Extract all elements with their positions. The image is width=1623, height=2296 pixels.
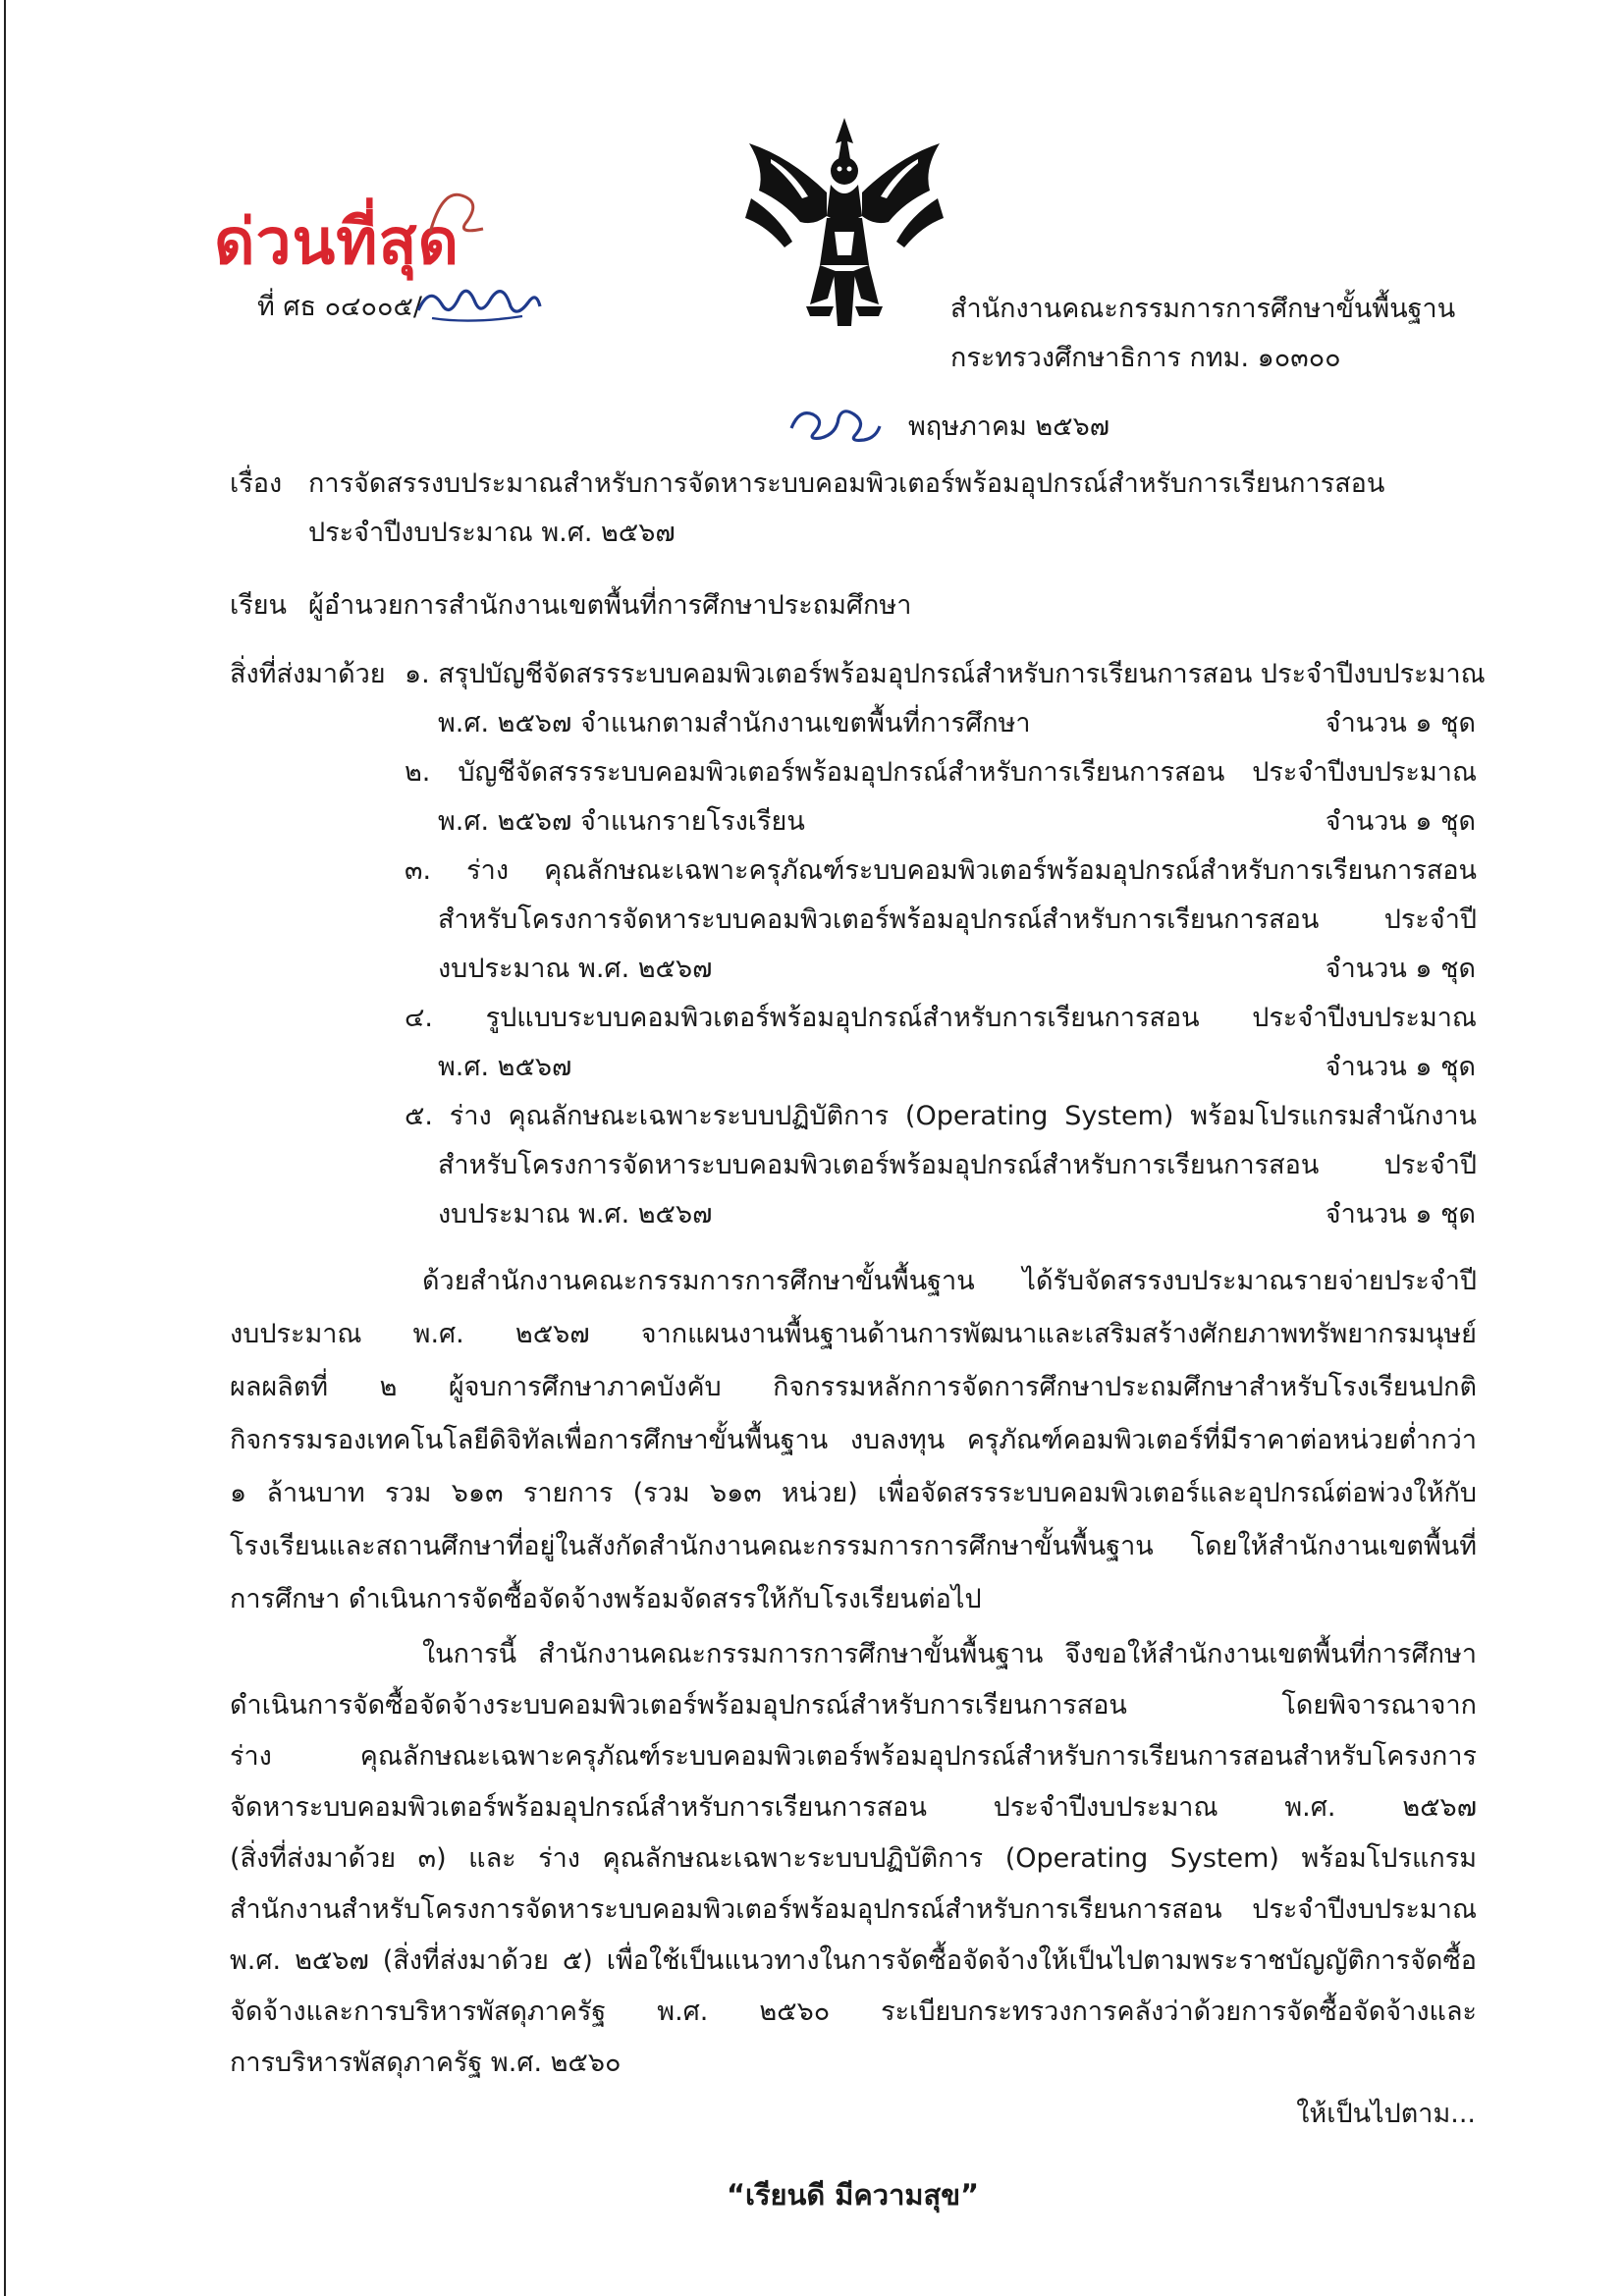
enclosure-item-3-line-3: งบประมาณ พ.ศ. ๒๕๖๗ [438,954,713,984]
garuda-emblem-icon [731,108,957,334]
enclosure-item-1-amount: จำนวน ๑ ชุด [1325,708,1476,738]
enclosure-item-5-line-1: ๕. ร่าง คุณลักษณะเฉพาะระบบปฏิบัติการ (Operating System) พร้อมโปรแกรมสำนักงาน [405,1101,1477,1131]
paragraph-2-line-6: สำนักงานสำหรับโครงการจัดหาระบบคอมพิวเตอร์พร้อมอุปกรณ์สำหรับการเรียนการสอน ประจำปีงบประมาณ [230,1894,1477,1925]
paragraph-1-line-7: การศึกษา ดำเนินการจัดซื้อจัดจ้างพร้อมจัดสรรให้กับโรงเรียนต่อไป [230,1584,982,1614]
enclosure-item-3-line-1: ๓. ร่าง คุณลักษณะเฉพาะครุภัณฑ์ระบบคอมพิวเตอร์พร้อมอุปกรณ์สำหรับการเรียนการสอน [405,855,1477,886]
sender-organization: สำนักงานคณะกรรมการการศึกษาขั้นพื้นฐาน [950,294,1456,324]
reference-handwritten-number [412,277,545,326]
paragraph-2-line-3: ร่าง คุณลักษณะเฉพาะครุภัณฑ์ระบบคอมพิวเตอร์พร้อมอุปกรณ์สำหรับการเรียนการสอนสำหรับโครงการ [230,1741,1477,1772]
enclosures-label: สิ่งที่ส่งมาด้วย [230,659,386,689]
subject-line-2: ประจำปีงบประมาณ พ.ศ. ๒๕๖๗ [308,518,676,548]
continuation-text: ให้เป็นไปตาม... [1296,2099,1476,2129]
paragraph-1-line-4: กิจกรรมรองเทคโนโลยีดิจิทัลเพื่อการศึกษาขั้นพื้นฐาน งบลงทุน ครุภัณฑ์คอมพิวเตอร์ที่มีราคาต่อหน่วยต่ำกว่า [230,1425,1477,1455]
motto: “เรียนดี มีความสุข” [727,2178,980,2212]
date-month-year: พฤษภาคม ๒๕๖๗ [908,411,1110,442]
recipient-text: ผู้อำนวยการสำนักงานเขตพื้นที่การศึกษาประถมศึกษา [308,590,912,621]
page-edge-line [4,0,6,2296]
enclosure-item-5-line-2: สำหรับโครงการจัดหาระบบคอมพิวเตอร์พร้อมอุปกรณ์สำหรับการเรียนการสอน ประจำปี [438,1150,1477,1180]
enclosure-item-3-amount: จำนวน ๑ ชุด [1325,954,1476,984]
paragraph-1-line-2: งบประมาณ พ.ศ. ๒๕๖๗ จากแผนงานพื้นฐานด้านการพัฒนาและเสริมสร้างศักยภาพทรัพยากรมนุษย์ [230,1319,1477,1349]
paragraph-2-line-5: (สิ่งที่ส่งมาด้วย ๓) และ ร่าง คุณลักษณะเฉพาะระบบปฏิบัติการ (Operating System) พร้อมโปรแกรม [230,1843,1477,1874]
enclosure-item-3-line-2: สำหรับโครงการจัดหาระบบคอมพิวเตอร์พร้อมอุปกรณ์สำหรับการเรียนการสอน ประจำปี [438,904,1477,935]
paragraph-2-line-7: พ.ศ. ๒๕๖๗ (สิ่งที่ส่งมาด้วย ๕) เพื่อใช้เป็นแนวทางในการจัดซื้อจัดจ้างให้เป็นไปตามพระราชบัญญัติการจัดซื้อ [230,1945,1477,1976]
paragraph-2-line-2: ดำเนินการจัดซื้อจัดจ้างระบบคอมพิวเตอร์พร้อมอุปกรณ์สำหรับการเรียนการสอน โดยพิจารณาจาก [230,1690,1477,1721]
date-handwritten-day [785,403,884,444]
enclosure-item-5-line-3: งบประมาณ พ.ศ. ๒๕๖๗ [438,1199,713,1230]
enclosure-item-2-line-1: ๒. บัญชีจัดสรรระบบคอมพิวเตอร์พร้อมอุปกรณ์สำหรับการเรียนการสอน ประจำปีงบประมาณ [405,757,1477,788]
subject-line-1: การจัดสรรงบประมาณสำหรับการจัดหาระบบคอมพิวเตอร์พร้อมอุปกรณ์สำหรับการเรียนการสอน [308,468,1385,499]
enclosure-item-1-line-2: พ.ศ. ๒๕๖๗ จำแนกตามสำนักงานเขตพื้นที่การศึกษา [438,708,1031,738]
urgency-pen-mark [422,182,491,241]
reference-label: ที่ ศธ ๐๔๐๐๕/ [257,292,422,322]
urgency-stamp: ด่วนที่สุด [214,206,460,279]
enclosure-item-4-amount: จำนวน ๑ ชุด [1325,1052,1476,1082]
paragraph-2-line-8: จัดจ้างและการบริหารพัสดุภาครัฐ พ.ศ. ๒๕๖๐ ระเบียบกระทรวงการคลังว่าด้วยการจัดซื้อจัดจ้างและ [230,1996,1477,2027]
recipient-label: เรียน [230,590,288,621]
enclosure-item-2-amount: จำนวน ๑ ชุด [1325,806,1476,837]
sender-address: กระทรวงศึกษาธิการ กทม. ๑๐๓๐๐ [950,343,1341,373]
enclosure-item-1-line-1: ๑. สรุปบัญชีจัดสรรระบบคอมพิวเตอร์พร้อมอุปกรณ์สำหรับการเรียนการสอน ประจำปีงบประมาณ [405,659,1486,689]
paragraph-1-line-5: ๑ ล้านบาท รวม ๖๑๓ รายการ (รวม ๖๑๓ หน่วย) เพื่อจัดสรรระบบคอมพิวเตอร์และอุปกรณ์ต่อพ่วงให้กับ [230,1478,1477,1508]
paragraph-2-line-4: จัดหาระบบคอมพิวเตอร์พร้อมอุปกรณ์สำหรับการเรียนการสอน ประจำปีงบประมาณ พ.ศ. ๒๕๖๗ [230,1792,1477,1823]
paragraph-1-line-1: ด้วยสำนักงานคณะกรรมการการศึกษาขั้นพื้นฐาน ได้รับจัดสรรงบประมาณรายจ่ายประจำปี [422,1266,1477,1296]
enclosure-item-5-amount: จำนวน ๑ ชุด [1325,1199,1476,1230]
subject-label: เรื่อง [230,468,283,499]
paragraph-2-line-1: ในการนี้ สำนักงานคณะกรรมการการศึกษาขั้นพื้นฐาน จึงขอให้สำนักงานเขตพื้นที่การศึกษา [422,1639,1477,1669]
paragraph-1-line-3: ผลผลิตที่ ๒ ผู้จบการศึกษาภาคบังคับ กิจกรรมหลักการจัดการศึกษาประถมศึกษาสำหรับโรงเรียนปกติ [230,1372,1477,1402]
enclosure-item-4-line-2: พ.ศ. ๒๕๖๗ [438,1052,572,1082]
enclosure-item-4-line-1: ๔. รูปแบบระบบคอมพิวเตอร์พร้อมอุปกรณ์สำหรับการเรียนการสอน ประจำปีงบประมาณ [405,1003,1477,1033]
paragraph-2-line-9: การบริหารพัสดุภาครัฐ พ.ศ. ๒๕๖๐ [230,2048,622,2078]
paragraph-1-line-6: โรงเรียนและสถานศึกษาที่อยู่ในสังกัดสำนักงานคณะกรรมการการศึกษาขั้นพื้นฐาน โดยให้สำนักงานเขตพื้นที่ [230,1531,1477,1561]
enclosure-item-2-line-2: พ.ศ. ๒๕๖๗ จำแนกรายโรงเรียน [438,806,805,837]
